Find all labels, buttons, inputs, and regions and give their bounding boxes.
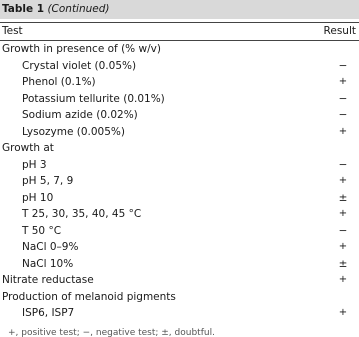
test-cell: pH 10: [22, 191, 54, 204]
test-cell: T 25, 30, 35, 40, 45 °C: [22, 208, 142, 220]
result-cell: −: [338, 109, 348, 121]
table-row: [0, 107, 359, 124]
table-caption-label: Table 1: [2, 3, 45, 15]
test-cell: T 50 °C: [22, 224, 62, 237]
table-row: [0, 223, 359, 240]
result-cell: +: [338, 241, 348, 252]
result-cell: +: [338, 274, 348, 285]
table-row: [0, 140, 359, 157]
table-body: [0, 41, 359, 322]
test-cell: Nitrate reductase: [2, 274, 94, 286]
table-row: [0, 41, 359, 58]
table-row: [0, 157, 359, 174]
table-header-row: [0, 23, 359, 40]
table-row: [0, 173, 359, 190]
table-row: [0, 256, 359, 273]
test-cell: NaCl 10%: [22, 257, 74, 270]
test-cell: pH 3: [22, 158, 47, 171]
result-cell: −: [338, 224, 348, 237]
table-row: [0, 239, 359, 256]
table-caption: [0, 0, 359, 19]
result-cell: ±: [338, 191, 348, 204]
result-cell: +: [338, 307, 348, 318]
table-row: [0, 206, 359, 223]
table-row: [0, 305, 359, 322]
test-cell: Crystal violet (0.05%): [22, 59, 137, 72]
table-caption-continued: (Continued): [47, 3, 110, 15]
test-cell: Phenol (0.1%): [22, 76, 96, 88]
table-row: [0, 91, 359, 108]
result-cell: +: [338, 125, 348, 137]
test-cell: Production of melanoid pigments: [2, 290, 176, 303]
test-cell: ISP6, ISP7: [22, 307, 75, 319]
test-cell: Potassium tellurite (0.01%): [22, 92, 165, 105]
test-cell: pH 5, 7, 9: [22, 175, 74, 187]
test-cell: NaCl 0–9%: [22, 241, 79, 253]
column-header-result: Result: [323, 25, 356, 37]
result-cell: ±: [338, 257, 348, 270]
result-cell: −: [338, 92, 348, 105]
result-cell: −: [338, 158, 348, 171]
table-row: [0, 272, 359, 289]
test-cell: Sodium azide (0.02%): [22, 109, 138, 121]
test-cell: Growth in presence of (% w/v): [2, 43, 161, 55]
table-row: [0, 289, 359, 306]
result-cell: +: [338, 208, 348, 219]
test-cell: Lysozyme (0.005%): [22, 125, 125, 138]
table-row: [0, 190, 359, 207]
test-cell: Growth at: [2, 142, 54, 154]
result-cell: +: [338, 76, 348, 87]
column-header-test: Test: [2, 25, 23, 37]
table-row: [0, 124, 359, 141]
result-cell: +: [338, 175, 348, 186]
result-cell: −: [338, 59, 348, 72]
table-row: [0, 74, 359, 91]
table-row: [0, 58, 359, 75]
table-footnote-area: [0, 325, 359, 337]
table-footnote: +, positive test; −, negative test; ±, doubtful.: [8, 328, 215, 337]
